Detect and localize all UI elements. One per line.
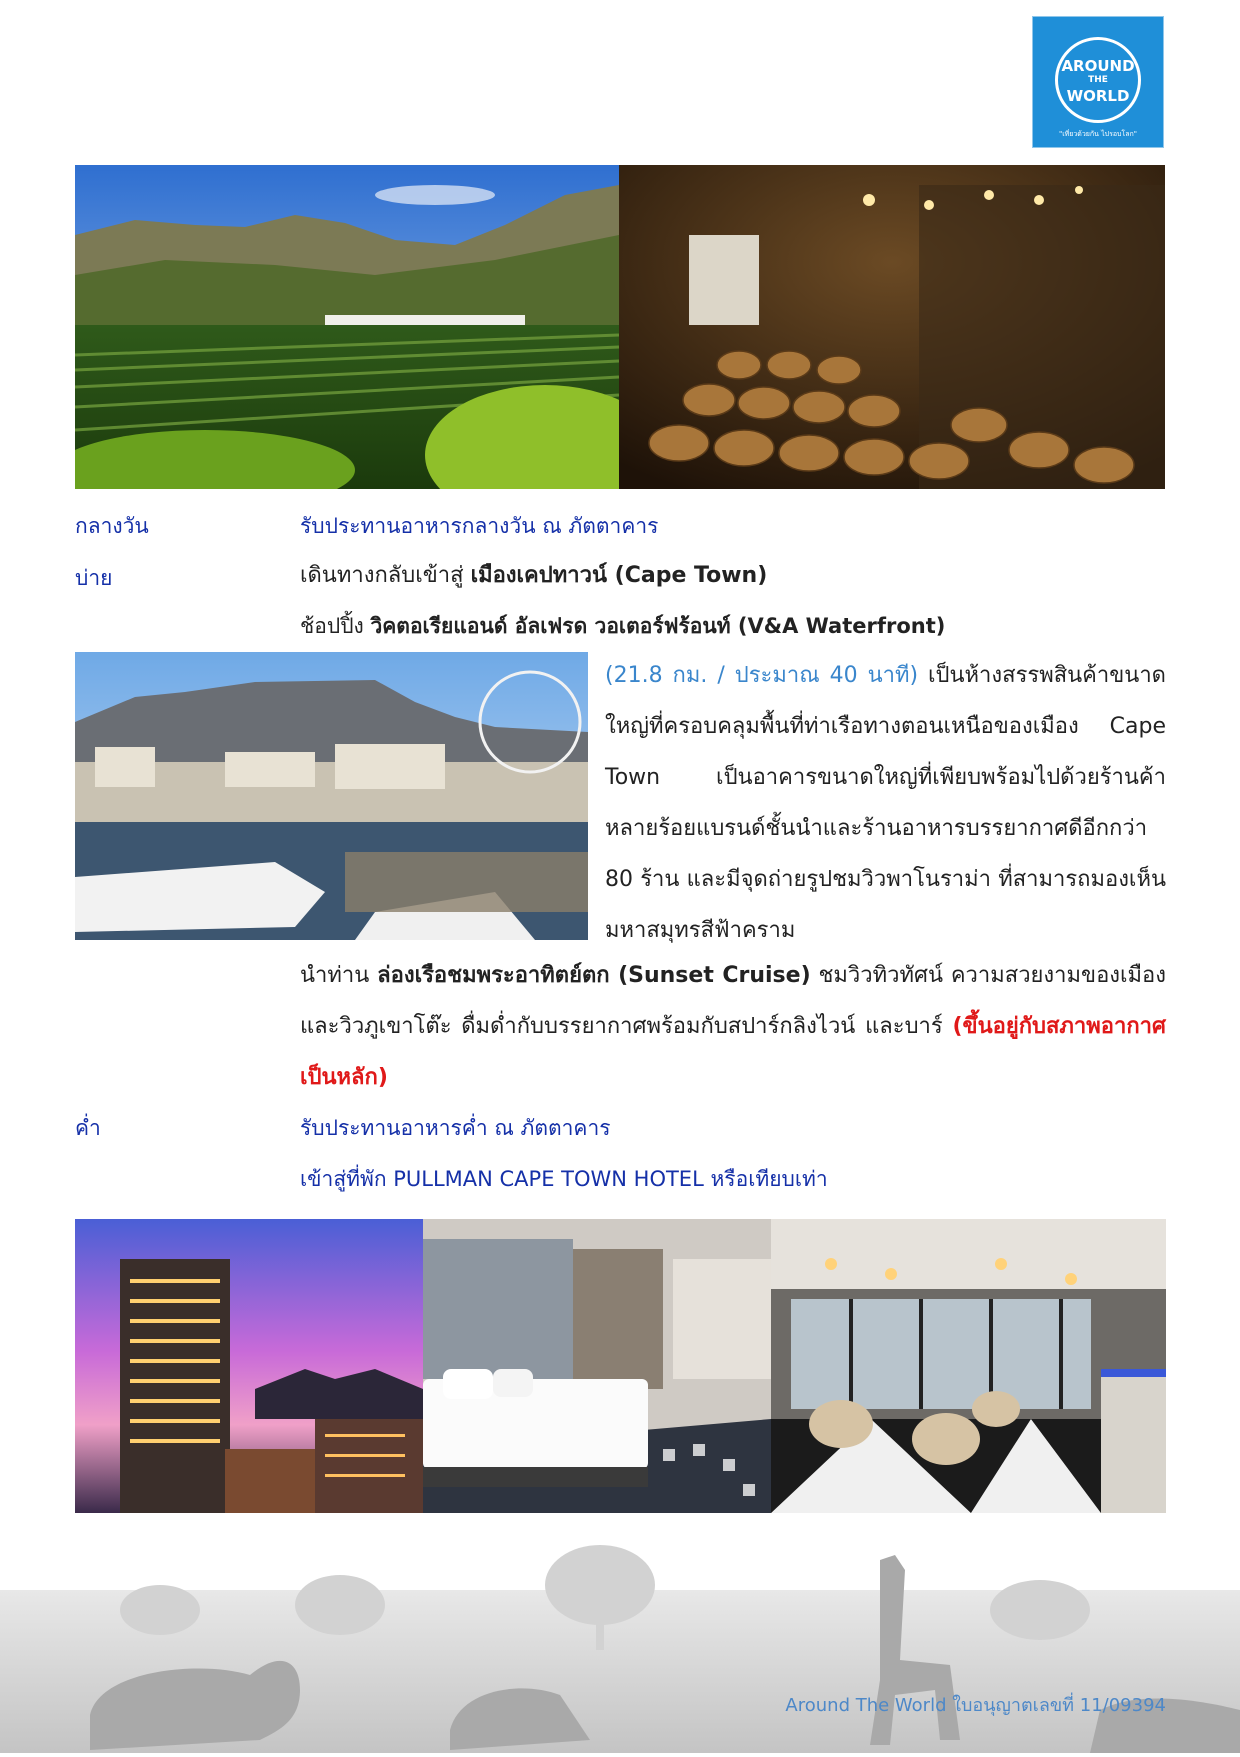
waterfront-body [605, 650, 1166, 956]
lunch-text: รับประทานอาหารกลางวัน ณ ภัตตาคาร [300, 514, 659, 538]
afternoon-pre: เดินทางกลับเข้าสู่ [300, 563, 464, 588]
license-footer: Around The World ใบอนุญาตเลขที่ 11/09394 [785, 1695, 1166, 1716]
spacer [605, 602, 1166, 650]
dinner-label: ค่ำ [75, 1116, 101, 1140]
logo-tagline: "เที่ยวด้วยกัน ไปรอบโลก" [1059, 130, 1137, 138]
waterfront-description [605, 602, 1166, 650]
vineyard-photo [75, 165, 619, 489]
cruise-pre: นำท่าน [300, 963, 370, 988]
shopping-description: เป็นห้างสรรพสินค้าขนาดใหญ่ที่ครอบคลุมพื้นที่ท่าเรือทางตอนเหนือของเมือง Cape Town เป็นอาคารขนาดใหญ่ที่เพียบพร้อมไปด้วยร้านค้าหลายร้อยแบรนด์ชั้นนำและร้านอาหารบรรยากาศดีอีกกว่า 80 ร้าน และมีจุดถ่ายรูปชมวิวพาโนราม่า ที่สามารถมองเห็นมหาสมุทรสีฟ้าคราม [605, 663, 1166, 943]
va-waterfront-title: วิคตอเรียแอนด์ อัลเฟรด วอเตอร์ฟร้อนท์ (V&A Waterfront) [370, 614, 946, 638]
weather-note: (ขึ้นอยู่กับสภาพอากาศเป็นหลัก) [300, 1014, 1166, 1090]
hotel-lounge-photo [771, 1219, 1166, 1513]
shopping-pre: ช้อปปิ้ง [300, 614, 364, 638]
dinner-text: รับประทานอาหารค่ำ ณ ภัตตาคาร [300, 1116, 611, 1140]
afternoon-label: บ่าย [75, 566, 113, 590]
logo-text-around: AROUND [1061, 57, 1135, 75]
sunset-cruise-title: ล่องเรือชมพระอาทิตย์ตก (Sunset Cruise) [377, 963, 811, 988]
afternoon-text [300, 552, 767, 600]
logo-text-the: THE [1088, 75, 1108, 85]
hotel-room-photo [423, 1219, 771, 1513]
wine-cellar-photo [619, 165, 1165, 489]
company-logo [1032, 16, 1164, 148]
lunch-label: กลางวัน [75, 514, 149, 538]
logo-text-world: WORLD [1066, 87, 1130, 105]
cape-town-destination: เมืองเคปทาวน์ (Cape Town) [470, 563, 768, 588]
shopping-distance: (21.8 กม. / ประมาณ 40 นาที) [605, 663, 919, 688]
waterfront-photo [75, 652, 588, 940]
hotel-exterior-photo [75, 1219, 423, 1513]
cruise-description: ชมวิวทิวทัศน์ ความสวยงามของเมืองและวิวภูเขาโต๊ะ ดื่มด่ำกับบรรยากาศพร้อมกับสปาร์กลิงไวน์ และบาร์ [300, 963, 1167, 1039]
cruise-paragraph [300, 950, 1166, 1103]
hotel-text: เข้าสู่ที่พัก PULLMAN CAPE TOWN HOTEL หรือเทียบเท่า [300, 1167, 828, 1191]
